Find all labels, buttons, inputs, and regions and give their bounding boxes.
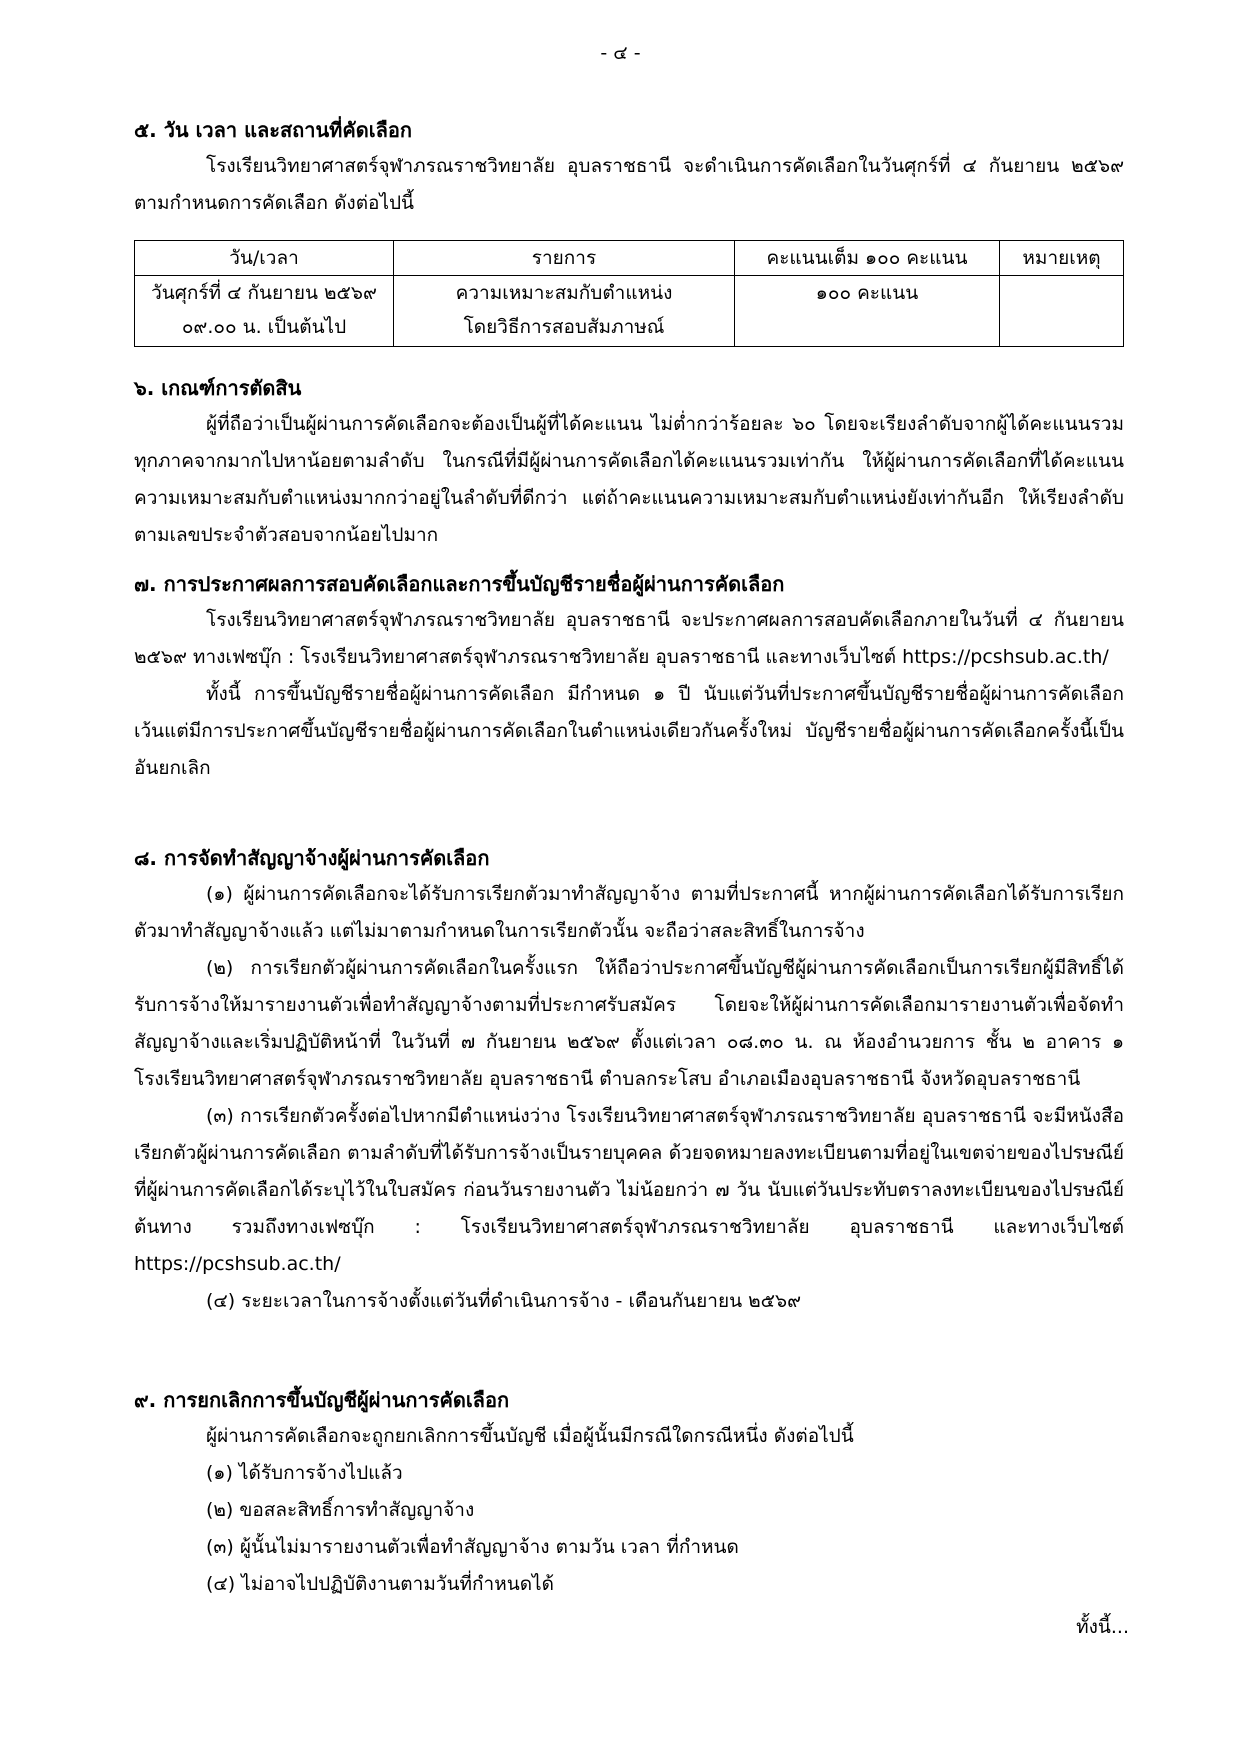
section-7-heading: ๗. การประกาศผลการสอบคัดเลือกและการขึ้นบัญชีรายชื่อผู้ผ่านการคัดเลือก xyxy=(134,572,785,596)
section-9-heading: ๙. การยกเลิกการขึ้นบัญชีผู้ผ่านการคัดเลือก xyxy=(134,1388,510,1412)
schedule-header-item: รายการ xyxy=(394,241,735,276)
list-item: (๓) ผู้นั้นไม่มารายงานตัวเพื่อทำสัญญาจ้าง ตามวัน เวลา ที่กำหนด xyxy=(206,1536,739,1558)
schedule-table xyxy=(134,240,1124,347)
section-6 xyxy=(134,370,1124,554)
section-5-heading: ๕. วัน เวลา และสถานที่คัดเลือก xyxy=(134,118,412,142)
schedule-cell-item xyxy=(394,276,735,347)
section-8-item-2: (๒) การเรียกตัวผู้ผ่านการคัดเลือกในครั้งแรก ให้ถือว่าประกาศขึ้นบัญชีผู้ผ่านการคัดเลือกเป็นการเรียกผู้มีสิทธิ์ได้รับการจ้างให้มารายงานตัวเพื่อทำสัญญาจ้างตามที่ประกาศรับสมัคร โดยจะให้ผู้ผ่านการคัดเลือกมารายงานตัวเพื่อจัดทำสัญญาจ้างและเริ่มปฏิบัติหน้าที่ ในวันที่ ๗ กันยายน ๒๕๖๙ ตั้งแต่เวลา ๐๘.๓๐ น. ณ ห้องอำนวยการ ชั้น ๒ อาคาร ๑ โรงเรียนวิทยาศาสตร์จุฬาภรณราชวิทยาลัย อุบลราชธานี ตำบลกระโสบ อำเภอเมืองอุบลราชธานี จังหวัดอุบลราชธานี xyxy=(134,957,1124,1090)
list-item: (๒) ขอสละสิทธิ์การทำสัญญาจ้าง xyxy=(206,1499,475,1521)
list-item: (๑) ได้รับการจ้างไปแล้ว xyxy=(206,1462,403,1484)
section-7 xyxy=(134,566,1124,787)
section-8-heading: ๘. การจัดทำสัญญาจ้างผู้ผ่านการคัดเลือก xyxy=(134,846,490,870)
list-item: (๔) ไม่อาจไปปฏิบัติงานตามวันที่กำหนดได้ xyxy=(206,1573,554,1595)
schedule-item-line-1: ความเหมาะสมกับตำแหน่ง xyxy=(455,282,673,304)
section-6-body: ผู้ที่ถือว่าเป็นผู้ผ่านการคัดเลือกจะต้องเป็นผู้ที่ได้คะแนน ไม่ต่ำกว่าร้อยละ ๖๐ โดยจะเรียงลำดับจากผู้ได้คะแนนรวมทุกภาคจากมากไปหาน้อยตามลำดับ ในกรณีที่มีผู้ผ่านการคัดเลือกได้คะแนนรวมเท่ากัน ให้ผู้ผ่านการคัดเลือกที่ได้คะแนนความเหมาะสมกับตำแหน่งมากกว่าอยู่ในลำดับที่ดีกว่า แต่ถ้าคะแนนความเหมาะสมกับตำแหน่งยังเท่ากันอีก ให้เรียงลำดับตามเลขประจำตัวสอบจากน้อยไปมาก xyxy=(134,413,1124,546)
table-row xyxy=(135,276,1124,347)
schedule-cell-score: ๑๐๐ คะแนน xyxy=(735,276,1000,347)
section-9 xyxy=(134,1382,1124,1603)
section-5-body: โรงเรียนวิทยาศาสตร์จุฬาภรณราชวิทยาลัย อุบลราชธานี จะดำเนินการคัดเลือกในวันศุกร์ที่ ๔ กันยายน ๒๕๖๙ ตามกำหนดการคัดเลือก ดังต่อไปนี้ xyxy=(134,155,1124,214)
section-8-item-3: (๓) การเรียกตัวครั้งต่อไปหากมีตำแหน่งว่าง โรงเรียนวิทยาศาสตร์จุฬาภรณราชวิทยาลัย อุบลราชธานี จะมีหนังสือเรียกตัวผู้ผ่านการคัดเลือก ตามลำดับที่ได้รับการจ้างเป็นรายบุคคล ด้วยจดหมายลงทะเบียนตามที่อยู่ในเขตจ่ายของไปรษณีย์ที่ผู้ผ่านการคัดเลือกได้ระบุไว้ในใบสมัคร ก่อนวันรายงานตัว ไม่น้อยกว่า ๗ วัน นับแต่วันประทับตราลงทะเบียนของไปรษณีย์ต้นทาง รวมถึงทางเฟซบุ๊ก : โรงเรียนวิทยาศาสตร์จุฬาภรณราชวิทยาลัย อุบลราชธานี และทางเว็บไซต์ https://pcshsub.ac.th/ xyxy=(134,1105,1124,1275)
section-5 xyxy=(134,112,1124,222)
schedule-item-line-2: โดยวิธีการสอบสัมภาษณ์ xyxy=(463,316,665,338)
schedule-date-line-2: ๐๙.๐๐ น. เป็นต้นไป xyxy=(181,316,347,338)
section-7-body-1: โรงเรียนวิทยาศาสตร์จุฬาภรณราชวิทยาลัย อุบลราชธานี จะประกาศผลการสอบคัดเลือกภายในวันที่ ๔ กันยายน ๒๕๖๙ ทางเฟซบุ๊ก : โรงเรียนวิทยาศาสตร์จุฬาภรณราชวิทยาลัย อุบลราชธานี และทางเว็บไซต์ https://pcshsub.ac.th/ xyxy=(134,609,1124,668)
section-8-item-1: (๑) ผู้ผ่านการคัดเลือกจะได้รับการเรียกตัวมาทำสัญญาจ้าง ตามที่ประกาศนี้ หากผู้ผ่านการคัดเลือกได้รับการเรียกตัวมาทำสัญญาจ้างแล้ว แต่ไม่มาตามกำหนดในการเรียกตัวนั้น จะถือว่าสละสิทธิ์ในการจ้าง xyxy=(134,883,1124,942)
page-number: - ๔ - xyxy=(600,42,641,64)
section-6-heading: ๖. เกณฑ์การตัดสิน xyxy=(134,376,302,400)
section-8 xyxy=(134,840,1124,1320)
section-9-intro: ผู้ผ่านการคัดเลือกจะถูกยกเลิกการขึ้นบัญชี เมื่อผู้นั้นมีกรณีใดกรณีหนึ่ง ดังต่อไปนี้ xyxy=(206,1425,854,1447)
schedule-header-date: วัน/เวลา xyxy=(135,241,394,276)
closing-continuation: ทั้งนี้... xyxy=(1076,1616,1129,1638)
schedule-header-score: คะแนนเต็ม ๑๐๐ คะแนน xyxy=(735,241,1000,276)
schedule-date-line-1: วันศุกร์ที่ ๔ กันยายน ๒๕๖๙ xyxy=(151,282,377,304)
schedule-table-header-row xyxy=(135,241,1124,276)
schedule-cell-date xyxy=(135,276,394,347)
section-8-item-4: (๔) ระยะเวลาในการจ้างตั้งแต่วันที่ดำเนินการจ้าง - เดือนกันยายน ๒๕๖๙ xyxy=(206,1290,802,1312)
schedule-header-note: หมายเหตุ xyxy=(1000,241,1124,276)
schedule-cell-note xyxy=(1000,276,1124,347)
section-7-body-2: ทั้งนี้ การขึ้นบัญชีรายชื่อผู้ผ่านการคัดเลือก มีกำหนด ๑ ปี นับแต่วันที่ประกาศขึ้นบัญชีรายชื่อผู้ผ่านการคัดเลือก เว้นแต่มีการประกาศขึ้นบัญชีรายชื่อผู้ผ่านการคัดเลือกในตำแหน่งเดียวกันครั้งใหม่ บัญชีรายชื่อผู้ผ่านการคัดเลือกครั้งนี้เป็นอันยกเลิก xyxy=(134,683,1124,779)
